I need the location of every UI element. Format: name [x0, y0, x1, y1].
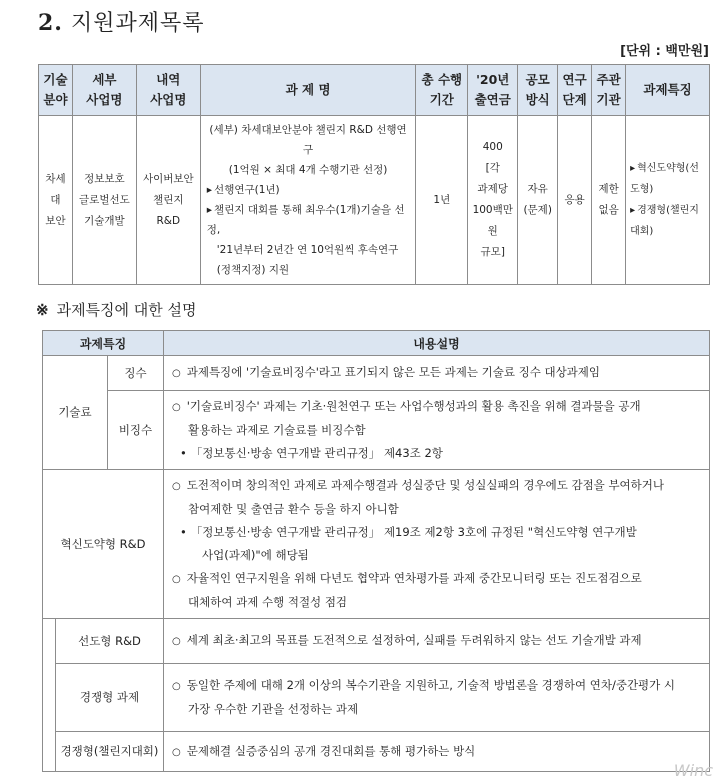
header-period: 총 수행 기간 — [416, 65, 468, 116]
table-row — [43, 470, 710, 619]
cell-method: 자유 (문제) — [518, 116, 558, 285]
watermark: Winc — [673, 761, 713, 780]
table-row — [43, 664, 710, 732]
header-method: 공모 방식 — [518, 65, 558, 116]
desc-leading: ○ 세계 최초·최고의 목표를 도전적으로 설정하여, 실패를 두려워하지 않는 선도 기술개발 과제 — [164, 619, 710, 664]
table-row — [43, 619, 710, 664]
header-subprogram: 내역 사업명 — [136, 65, 200, 116]
table-header-row — [39, 65, 710, 116]
header-program: 세부 사업명 — [72, 65, 136, 116]
desc-collect: ○ 과제특징에 '기술료비징수'라고 표기되지 않은 모든 과제는 기술료 징수 대상과제임 — [164, 356, 710, 391]
header-agency: 주관 기관 — [592, 65, 626, 116]
unit-label: [단위 : 백만원] — [620, 44, 709, 59]
label-competitive: 경쟁형 과제 — [56, 664, 164, 732]
header-description: 내용설명 — [164, 331, 710, 356]
desc-non-collect: ○ '기술료비징수' 과제는 기초·원천연구 또는 사업수행성과의 활용 촉진을 위해 결과물을 공개 활용하는 과제로 기술료를 비징수함 • 「정보통신·방송 연구개발 관리규정」 제43조 2항 — [164, 391, 710, 470]
label-innovative: 혁신도약형 R&D — [43, 470, 164, 619]
feature-explanation-table — [42, 330, 710, 772]
feature-explanation-title: ※ 과제특징에 대한 설명 — [36, 301, 197, 319]
label-non-collect: 비징수 — [108, 391, 164, 470]
table-row — [43, 732, 710, 772]
cell-agency: 제한 없음 — [592, 116, 626, 285]
header-stage: 연구 단계 — [558, 65, 592, 116]
section-title — [38, 6, 204, 37]
header-fund: '20년 출연금 — [468, 65, 518, 116]
section-number: 2. — [38, 10, 63, 36]
table-row — [43, 391, 710, 470]
label-tech-fee: 기술료 — [43, 356, 108, 470]
table-row — [39, 116, 710, 285]
task-list-table — [38, 64, 710, 285]
desc-challenge: ○ 문제해결 실증중심의 공개 경진대회를 통해 평가하는 방식 — [164, 732, 710, 772]
cell-field: 차세대 보안 — [39, 116, 73, 285]
cell-features: ▸ 혁신도약형(선도형) ▸ 경쟁형(챌린지대회) — [626, 116, 710, 285]
cell-subprogram: 사이버보안 챌린지 R&D — [136, 116, 200, 285]
cell-task-name: (세부) 차세대보안분야 챌린지 R&D 선행연구 (1억원 × 최대 4개 수행기관 선정) ▸ 선행연구(1년) ▸ 챌린지 대회를 통해 최우수(1개)기술을 선정, '21년부터 2년간 연 10억원씩 후속연구 (정책지정) 지원 — [200, 116, 416, 285]
section-title-text: 지원과제목록 — [70, 11, 205, 36]
desc-innovative: ○ 도전적이며 창의적인 과제로 과제수행결과 성실중단 및 성실실패의 경우에도 감점을 부여하거나 참여제한 및 출연금 환수 등을 하지 아니함 • 「정보통신·방송 연구개발 관리규정」 제19조 제2항 3호에 규정된 "혁신도약형 연구개발 사업(과제)"에 해당됨 ○ 자율적인 연구지원을 위해 다년도 협약과 연차평가를 과제 중간모니터링 또는 진도점검으로 대체하여 과제 수행 적절성 점검 — [164, 470, 710, 619]
indent-spacer — [43, 619, 56, 772]
cell-fund: 400 [각 과제당 100백만원 규모] — [468, 116, 518, 285]
table-row — [43, 356, 710, 391]
header-task-name: 과 제 명 — [200, 65, 416, 116]
cell-program: 정보보호 글로벌선도 기술개발 — [72, 116, 136, 285]
label-leading: 선도형 R&D — [56, 619, 164, 664]
cell-period: 1년 — [416, 116, 468, 285]
header-feature: 과제특징 — [43, 331, 164, 356]
desc-competitive: ○ 동일한 주제에 대해 2개 이상의 복수기관을 지원하고, 기술적 방법론을 경쟁하여 연차/중간평가 시 가장 우수한 기관을 선정하는 과제 — [164, 664, 710, 732]
table-header-row — [43, 331, 710, 356]
cell-stage: 응용 — [558, 116, 592, 285]
label-collect: 징수 — [108, 356, 164, 391]
label-challenge: 경쟁형(챌린지대회) — [56, 732, 164, 772]
header-features: 과제특징 — [626, 65, 710, 116]
header-field: 기술 분야 — [39, 65, 73, 116]
reference-mark-icon: ※ — [36, 301, 49, 319]
